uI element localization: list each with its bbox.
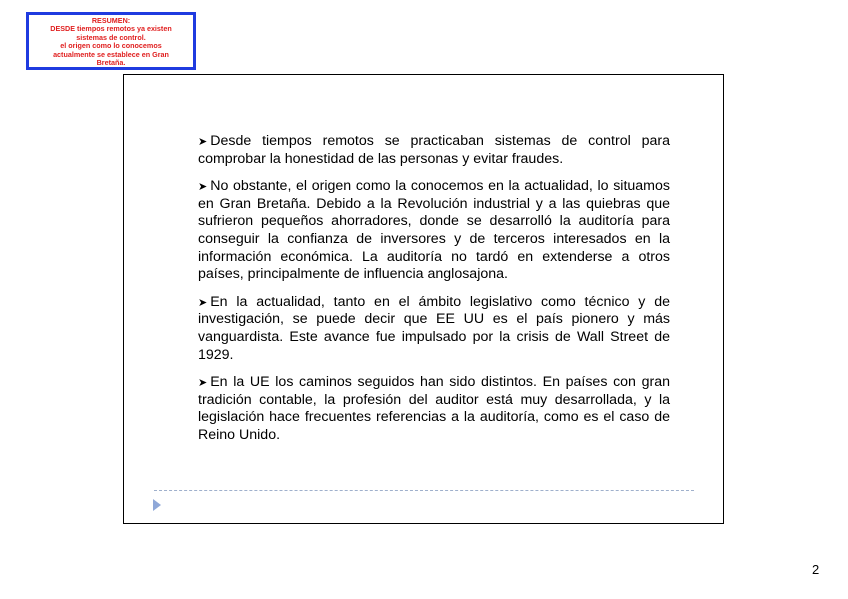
summary-line: Bretaña.: [96, 58, 126, 68]
summary-title: RESUMEN:: [91, 16, 131, 25]
summary-box: [26, 12, 196, 70]
summary-line: el origen como lo conocemos: [60, 41, 162, 51]
paragraph-text: En la actualidad, tanto en el ámbito legislativo como técnico y de investigación, se puede decir que EE UU es el país pionero y más vanguardista. Este avance fue impulsado por la crisis de Wall Street de 1929.: [198, 293, 670, 363]
triangle-right-icon: [153, 499, 161, 511]
summary-line: DESDE tiempos remotos ya existen: [50, 24, 172, 34]
slide-paragraph: [198, 133, 670, 168]
summary-line: actualmente se establece en Gran: [53, 49, 169, 59]
page-number: 2: [812, 562, 820, 577]
paragraph-text: En la UE los caminos seguidos han sido distintos. En países con gran tradición contable, la profesión del auditor está muy desarrollada, y la legislación hace frecuentes referencias a la auditoría, como es el caso de Reino Unido.: [198, 374, 670, 443]
bullet-arrow-icon: ➤: [198, 135, 208, 148]
bullet-arrow-icon: ➤: [198, 295, 208, 309]
slide-frame: [123, 74, 724, 524]
slide-paragraph: [198, 294, 670, 364]
summary-line: sistemas de control.: [76, 32, 146, 42]
bullet-arrow-icon: ➤: [198, 180, 208, 194]
slide-body: [198, 133, 670, 455]
paragraph-text: No obstante, el origen como la conocemos en la actualidad, lo situamos en Gran Bretaña. Debido a la Revolución industrial y a las quiebras que sufrieron pequeños ahorradores, donde se desarrolló la auditoría para conseguir la confianza de inversores y de terceros interesados en la información económica. La auditoría no tardó en extenderse a otros países, principalmente de influencia anglosajona.: [198, 178, 670, 283]
slide-divider: [154, 490, 694, 491]
slide-paragraph: [198, 374, 670, 444]
bullet-arrow-icon: ➤: [198, 376, 208, 390]
paragraph-text: Desde tiempos remotos se practicaban sistemas de control para comprobar la honestidad de las personas y evitar fraudes.: [198, 133, 670, 167]
slide-paragraph: [198, 178, 670, 284]
